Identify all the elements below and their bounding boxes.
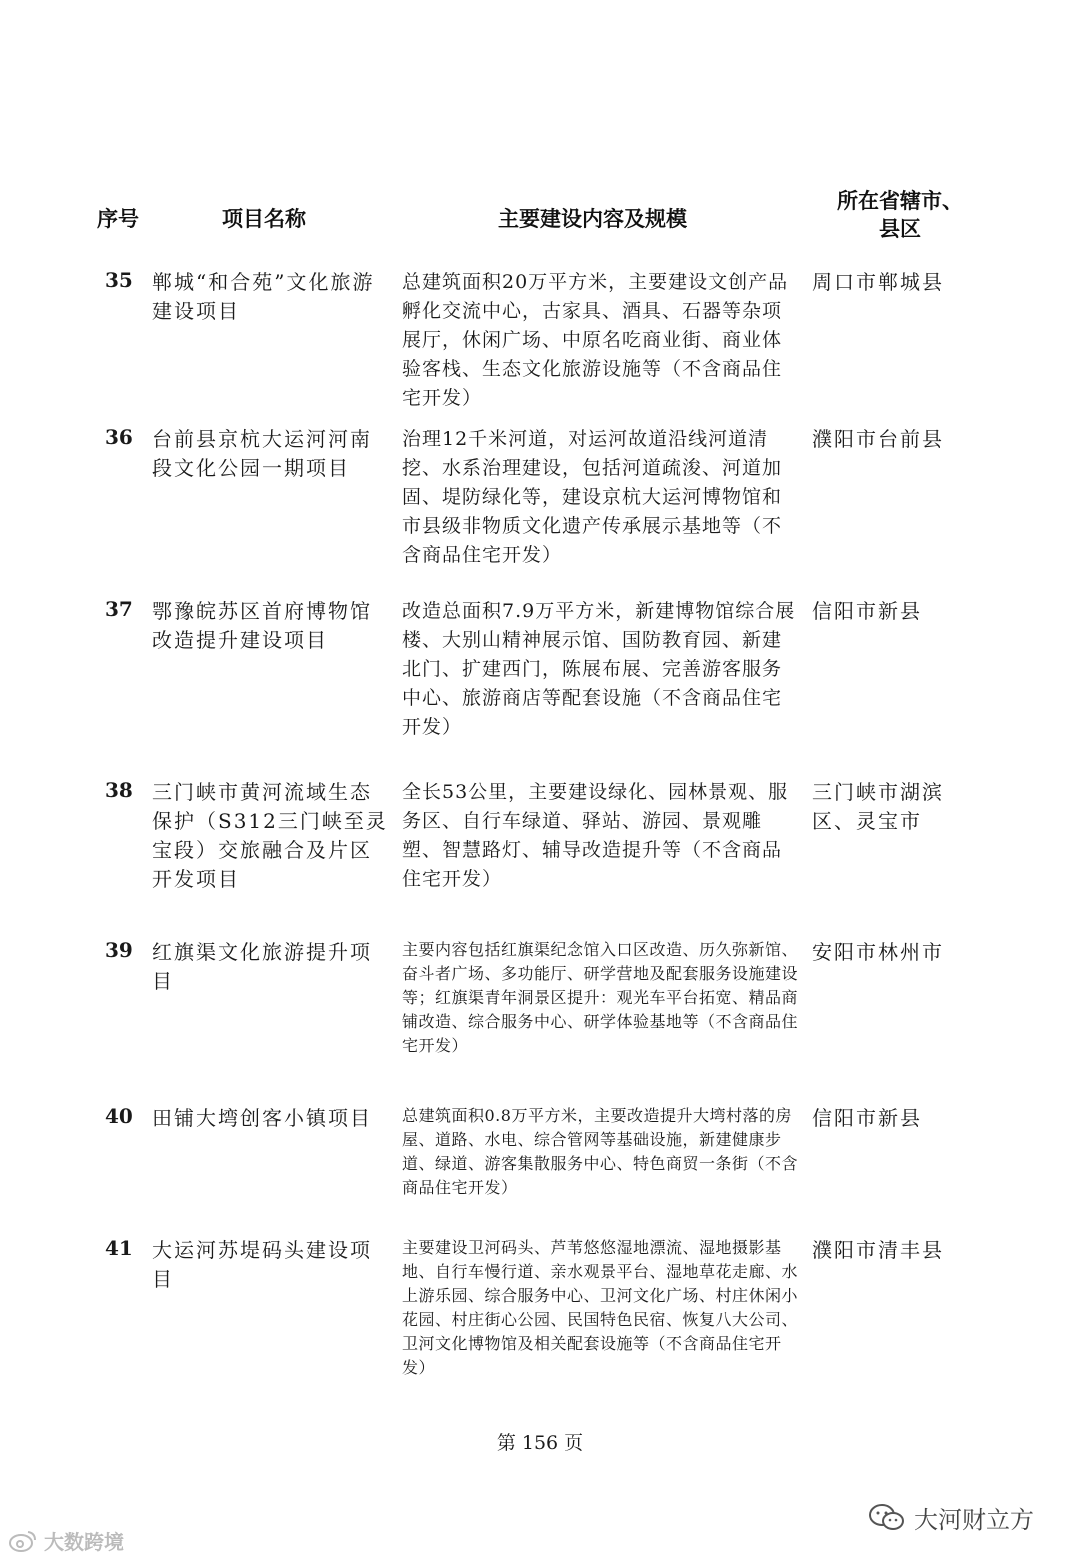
header-content: 主要建设内容及规模: [498, 207, 687, 231]
row-name: 红旗渠文化旅游提升项目: [152, 940, 372, 993]
row-seq: 37: [105, 597, 133, 621]
row-seq: 35: [105, 268, 133, 292]
row-location: 安阳市林州市: [812, 940, 944, 964]
row-location: 濮阳市清丰县: [812, 1238, 944, 1262]
table-header: [0, 185, 1080, 245]
row-location: 信阳市新县: [812, 1106, 922, 1130]
row-location: 三门峡市湖滨区、灵宝市: [812, 780, 944, 833]
row-name: 田铺大塆创客小镇项目: [152, 1106, 372, 1130]
row-name: 台前县京杭大运河河南段文化公园一期项目: [152, 427, 372, 480]
row-content: 主要内容包括红旗渠纪念馆入口区改造、历久弥新馆、奋斗者广场、多功能厅、研学营地及配套服务设施建设等；红旗渠青年洞景区提升：观光车平台拓宽、精品商铺改造、综合服务中心、研学体验基地等（不含商品住宅开发）: [402, 940, 799, 1055]
row-seq: 36: [105, 425, 133, 449]
row-name: 大运河苏堤码头建设项目: [152, 1238, 372, 1291]
watermark-left-text: 大数跨境: [44, 1530, 124, 1554]
wechat-icon: [868, 1503, 906, 1533]
row-content: 改造总面积7.9万平方米，新建博物馆综合展楼、大别山精神展示馆、国防教育园、新建北门、扩建西门，陈展布展、完善游客服务中心、旅游商店等配套设施（不含商品住宅开发）: [402, 600, 796, 738]
row-content: 总建筑面积0.8万平方米，主要改造提升大塆村落的房屋、道路、水电、综合管网等基础设施，新建健康步道、绿道、游客集散服务中心、特色商贸一条街（不含商品住宅开发）: [402, 1106, 799, 1197]
header-name: 项目名称: [222, 207, 306, 231]
row-location: 周口市郸城县: [812, 270, 944, 294]
header-location-line1: 所在省辖市、: [837, 189, 963, 213]
row-location: 信阳市新县: [812, 599, 922, 623]
row-content: 总建筑面积20万平方米，主要建设文创产品孵化交流中心，古家具、酒具、石器等杂项展厅，休闲广场、中原名吃商业街、商业体验客栈、生态文化旅游设施等（不含商品住宅开发）: [402, 271, 789, 409]
row-seq: 38: [105, 778, 133, 802]
watermark-left: [8, 1526, 124, 1555]
header-location: [830, 187, 970, 243]
watermark-right-text: 大河财立方: [914, 1506, 1034, 1534]
row-seq: 39: [105, 938, 133, 962]
header-location-line2: 县区: [879, 217, 921, 241]
watermark-right: [868, 1500, 1034, 1535]
row-content: 全长53公里，主要建设绿化、园林景观、服务区、自行车绿道、驿站、游园、景观雕塑、智慧路灯、辅导改造提升等（不含商品住宅开发）: [402, 781, 789, 890]
row-name: 鄂豫皖苏区首府博物馆改造提升建设项目: [152, 599, 372, 652]
row-name: 三门峡市黄河流域生态保护（S312三门峡至灵宝段）交旅融合及片区开发项目: [152, 780, 388, 891]
weibo-icon: [8, 1529, 38, 1553]
row-content: 治理12千米河道，对运河故道沿线河道清挖、水系治理建设，包括河道疏浚、河道加固、堤防绿化等，建设京杭大运河博物馆和市县级非物质文化遗产传承展示基地等（不含商品住宅开发）: [402, 428, 783, 566]
row-seq: 40: [105, 1104, 133, 1128]
row-name: 郸城“和合苑”文化旅游建设项目: [152, 270, 375, 323]
row-seq: 41: [105, 1236, 133, 1260]
row-location: 濮阳市台前县: [812, 427, 944, 451]
row-content: 主要建设卫河码头、芦苇悠悠湿地漂流、湿地摄影基地、自行车慢行道、亲水观景平台、湿地草花走廊、水上游乐园、综合服务中心、卫河文化广场、村庄休闲小花园、村庄街心公园、民国特色民宿、恢复八大公司、卫河文化博物馆及相关配套设施等（不含商品住宅开发）: [402, 1238, 799, 1377]
page-number: 第 156 页: [496, 1432, 584, 1454]
header-seq: 序号: [97, 207, 139, 231]
